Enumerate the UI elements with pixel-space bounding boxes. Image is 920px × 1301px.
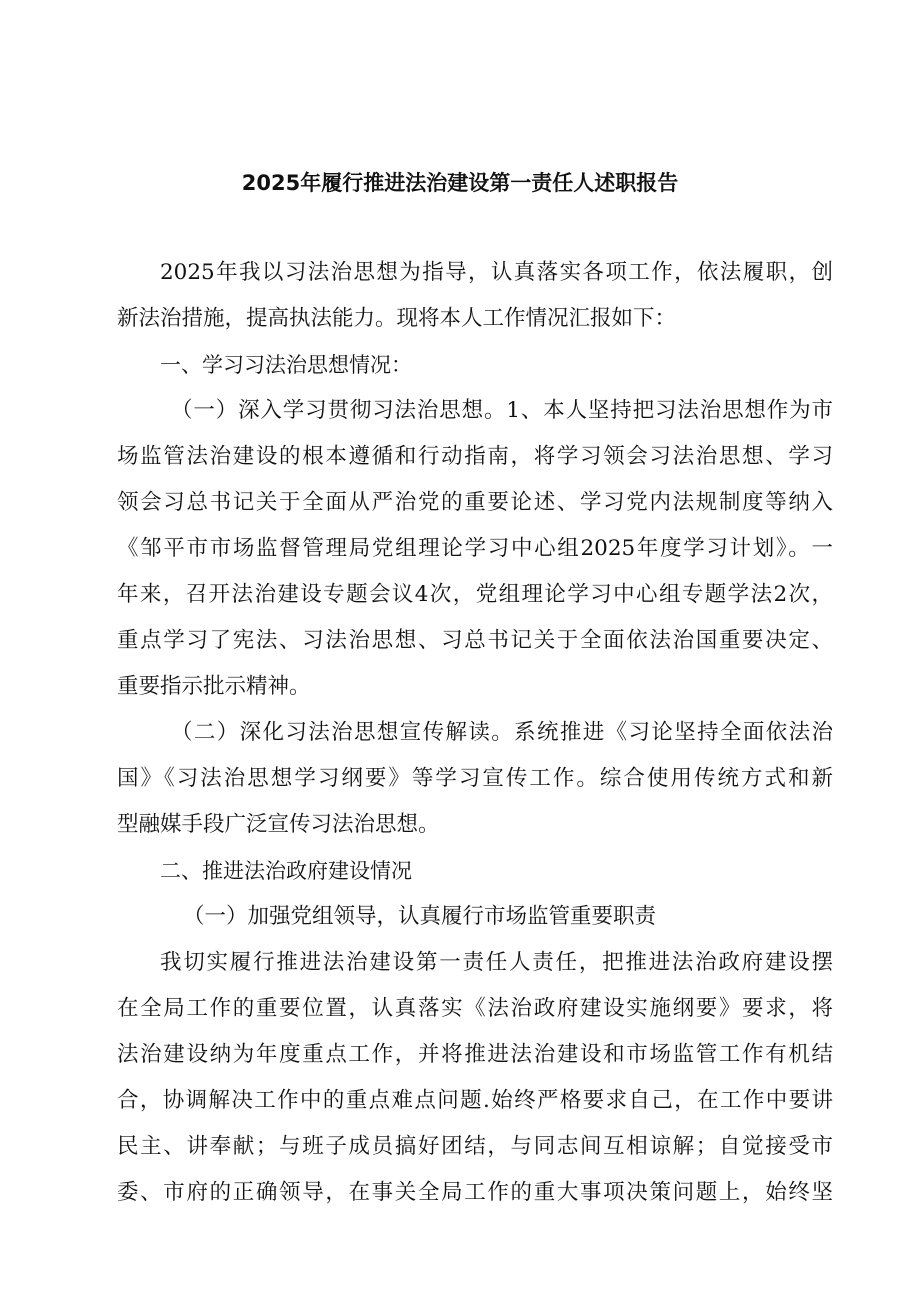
paragraph-line: 领会习总书记关于全面从严治党的重要论述、学习党内法规制度等纳入 <box>117 490 833 515</box>
paragraph-line: 在全局工作的重要位置，认真落实《法治政府建设实施纲要》要求，将 <box>117 996 833 1021</box>
paragraph-line: 新法治措施，提高执法能力。现将本人工作情况汇报如下： <box>117 306 677 331</box>
paragraph-line: 2025年我以习法治思想为指导，认真落实各项工作，依法履职，创 <box>160 260 833 285</box>
paragraph-line: 《邹平市市场监督管理局党组理论学习中心组2025年度学习计划》。一 <box>117 536 833 561</box>
subsection-heading: （一）加强党组领导，认真履行市场监管重要职责 <box>183 904 657 929</box>
paragraph-line: （一）深入学习贯彻习法治思想。1、本人坚持把习法治思想作为市 <box>171 398 833 423</box>
paragraph-line: 法治建设纳为年度重点工作，并将推进法治建设和市场监管工作有机结 <box>117 1042 833 1067</box>
paragraph-line: 重点学习了宪法、习法治思想、习总书记关于全面依法治国重要决定、 <box>117 628 833 653</box>
paragraph-line: （二）深化习法治思想宣传解读。系统推进《习论坚持全面依法治 <box>171 720 833 745</box>
paragraph-line: 合，协调解决工作中的重点难点问题.始终严格要求自己，在工作中要讲 <box>117 1088 833 1113</box>
paragraph-line: 型融媒手段广泛宣传习法治思想。 <box>117 812 440 837</box>
paragraph-line: 委、市府的正确领导，在事关全局工作的重大事项决策问题上，始终坚 <box>117 1180 833 1205</box>
paragraph-line: 我切实履行推进法治建设第一责任人责任，把推进法治政府建设摆 <box>160 950 833 975</box>
paragraph-line: 国》《习法治思想学习纲要》等学习宣传工作。综合使用传统方式和新 <box>117 766 833 791</box>
document-body <box>117 250 833 1216</box>
paragraph-line: 民主、讲奉献；与班子成员搞好团结，与同志间互相谅解；自觉接受市 <box>117 1134 833 1159</box>
paragraph-line: 重要指示批示精神。 <box>117 674 311 699</box>
section-heading: 二、推进法治政府建设情况 <box>160 859 412 883</box>
paragraph-line: 场监管法治建设的根本遵循和行动指南，将学习领会习法治思想、学习 <box>117 444 833 469</box>
paragraph-line: 年来，召开法治建设专题会议4次，党组理论学习中心组专题学法2次， <box>117 582 833 607</box>
section-heading: 一、学习习法治思想情况： <box>160 353 412 377</box>
document-title: 2025年履行推进法治建设第一责任人述职报告 <box>241 171 679 195</box>
